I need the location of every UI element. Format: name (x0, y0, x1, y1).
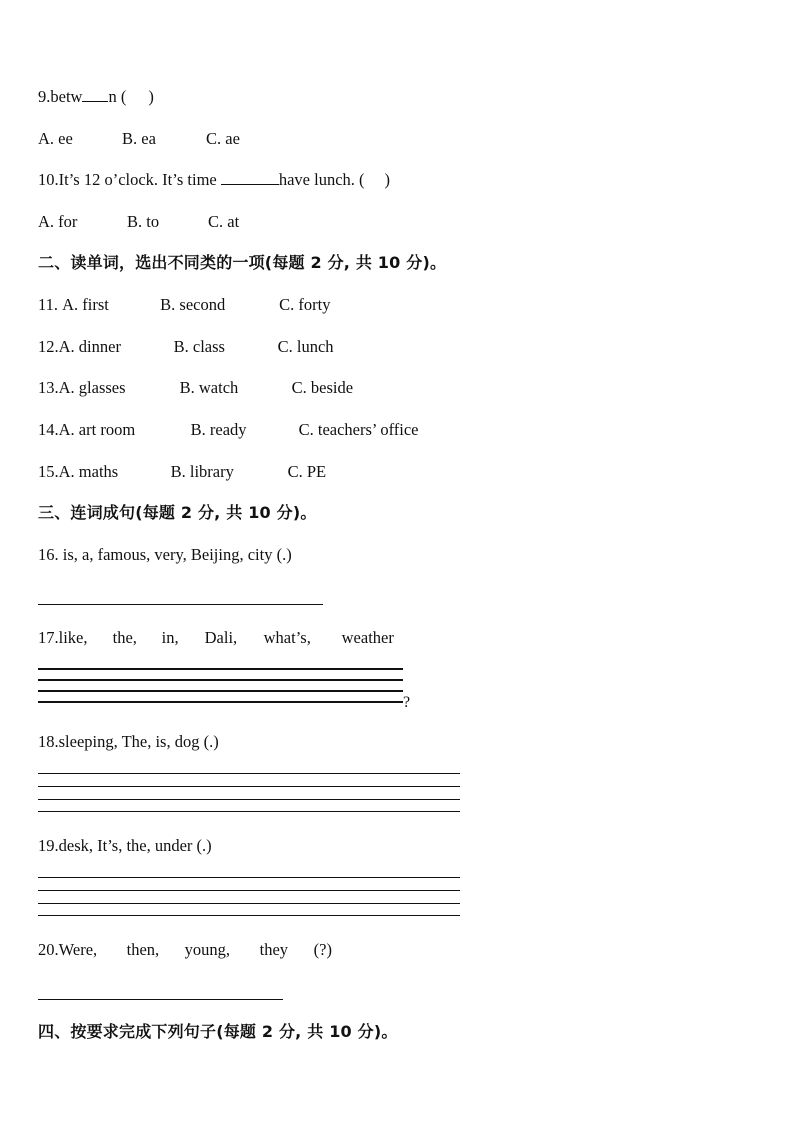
q14-option-a[interactable]: A. art room (58, 420, 136, 439)
q20-word-5: (?) (313, 940, 332, 959)
q9-stem: 9.betw (38, 87, 83, 106)
q9-close: ) (148, 87, 154, 106)
q20-word-2: then, (126, 940, 160, 959)
q14-option-c[interactable]: C. teachers’ office (298, 420, 419, 439)
q13-option-a[interactable]: A. glasses (58, 378, 126, 397)
q13-number: 13. (38, 378, 59, 397)
q17-number: 17. (38, 628, 59, 647)
q10-option-b[interactable]: B. to (127, 212, 160, 231)
q17-word-4: Dali, (204, 628, 238, 647)
q10-stem: 10.It’s 12 o’clock. It’s time (38, 170, 217, 189)
q15-option-a[interactable]: A. maths (58, 462, 119, 481)
q10-option-c[interactable]: C. at (208, 212, 240, 231)
question-15 (38, 462, 326, 482)
q11-number: 11. (38, 295, 59, 314)
q20-word-1: Were, (58, 940, 98, 959)
q19-answer-line-4[interactable] (38, 915, 460, 916)
q14-option-b[interactable]: B. ready (190, 420, 247, 439)
q19-answer-line-2[interactable] (38, 890, 460, 891)
q15-number: 15. (38, 462, 59, 481)
q15-option-b[interactable]: B. library (170, 462, 234, 481)
q17-answer-line-2[interactable] (38, 679, 403, 681)
question-13 (38, 378, 353, 398)
q20-word-3: young, (184, 940, 230, 959)
q17-word-6: weather (341, 628, 394, 647)
q13-option-b[interactable]: B. watch (179, 378, 239, 397)
q19-answer-line-1[interactable] (38, 877, 460, 878)
q11-option-c[interactable]: C. forty (279, 295, 331, 314)
q17-answer-line-4[interactable] (38, 701, 403, 703)
q18-answer-line-1[interactable] (38, 773, 460, 774)
q18-answer-line-4[interactable] (38, 811, 460, 812)
q10-options (38, 212, 239, 232)
section-4-title: 四、按要求完成下列句子(每题 2 分, 共 10 分)。 (38, 1022, 398, 1041)
q16-answer-line[interactable] (38, 604, 323, 605)
q9-blank[interactable] (82, 100, 108, 102)
q12-option-b[interactable]: B. class (173, 337, 225, 356)
question-19: 19.desk, It’s, the, under (.) (38, 836, 212, 855)
q9-option-c[interactable]: C. ae (206, 129, 240, 148)
question-17 (38, 628, 394, 648)
q18-answer-line-2[interactable] (38, 786, 460, 787)
q14-number: 14. (38, 420, 59, 439)
question-11 (38, 295, 330, 315)
section-3-title: 三、连词成句(每题 2 分, 共 10 分)。 (38, 503, 317, 522)
q11-option-a[interactable]: A. first (62, 295, 109, 314)
q15-option-c[interactable]: C. PE (287, 462, 327, 481)
q12-number: 12. (38, 337, 59, 356)
q9-option-a[interactable]: A. ee (38, 129, 73, 148)
q13-option-c[interactable]: C. beside (291, 378, 354, 397)
question-16: 16. is, a, famous, very, Beijing, city (.) (38, 545, 292, 564)
q10-blank[interactable] (221, 183, 279, 185)
q17-question-mark: ? (403, 694, 411, 711)
q12-option-a[interactable]: A. dinner (58, 337, 121, 356)
section-2-title: 二、读单词，选出不同类的一项(每题 2 分, 共 10 分)。 (38, 253, 447, 272)
q20-number: 20. (38, 940, 59, 959)
question-20 (38, 940, 332, 960)
q9-option-b[interactable]: B. ea (122, 129, 156, 148)
question-18: 18.sleeping, The, is, dog (.) (38, 732, 219, 751)
q10-option-a[interactable]: A. for (38, 212, 78, 231)
q20-answer-line[interactable] (38, 999, 283, 1000)
q20-word-4: they (259, 940, 289, 959)
q17-word-3: in, (161, 628, 179, 647)
q12-option-c[interactable]: C. lunch (277, 337, 334, 356)
q19-answer-line-3[interactable] (38, 903, 460, 904)
question-10 (38, 170, 390, 190)
q9-options (38, 129, 240, 149)
q17-word-1: like, (58, 628, 88, 647)
q17-word-5: what’s, (263, 628, 311, 647)
q10-tail: have lunch. ( (278, 170, 365, 189)
question-14 (38, 420, 419, 440)
q17-answer-line-3[interactable] (38, 690, 403, 692)
question-9 (38, 87, 154, 107)
q11-option-b[interactable]: B. second (160, 295, 226, 314)
question-12 (38, 337, 334, 357)
q17-answer-line-1[interactable] (38, 668, 403, 670)
q10-close: ) (384, 170, 391, 189)
q17-word-2: the, (112, 628, 137, 647)
q9-tail: n ( (108, 87, 127, 106)
q18-answer-line-3[interactable] (38, 799, 460, 800)
